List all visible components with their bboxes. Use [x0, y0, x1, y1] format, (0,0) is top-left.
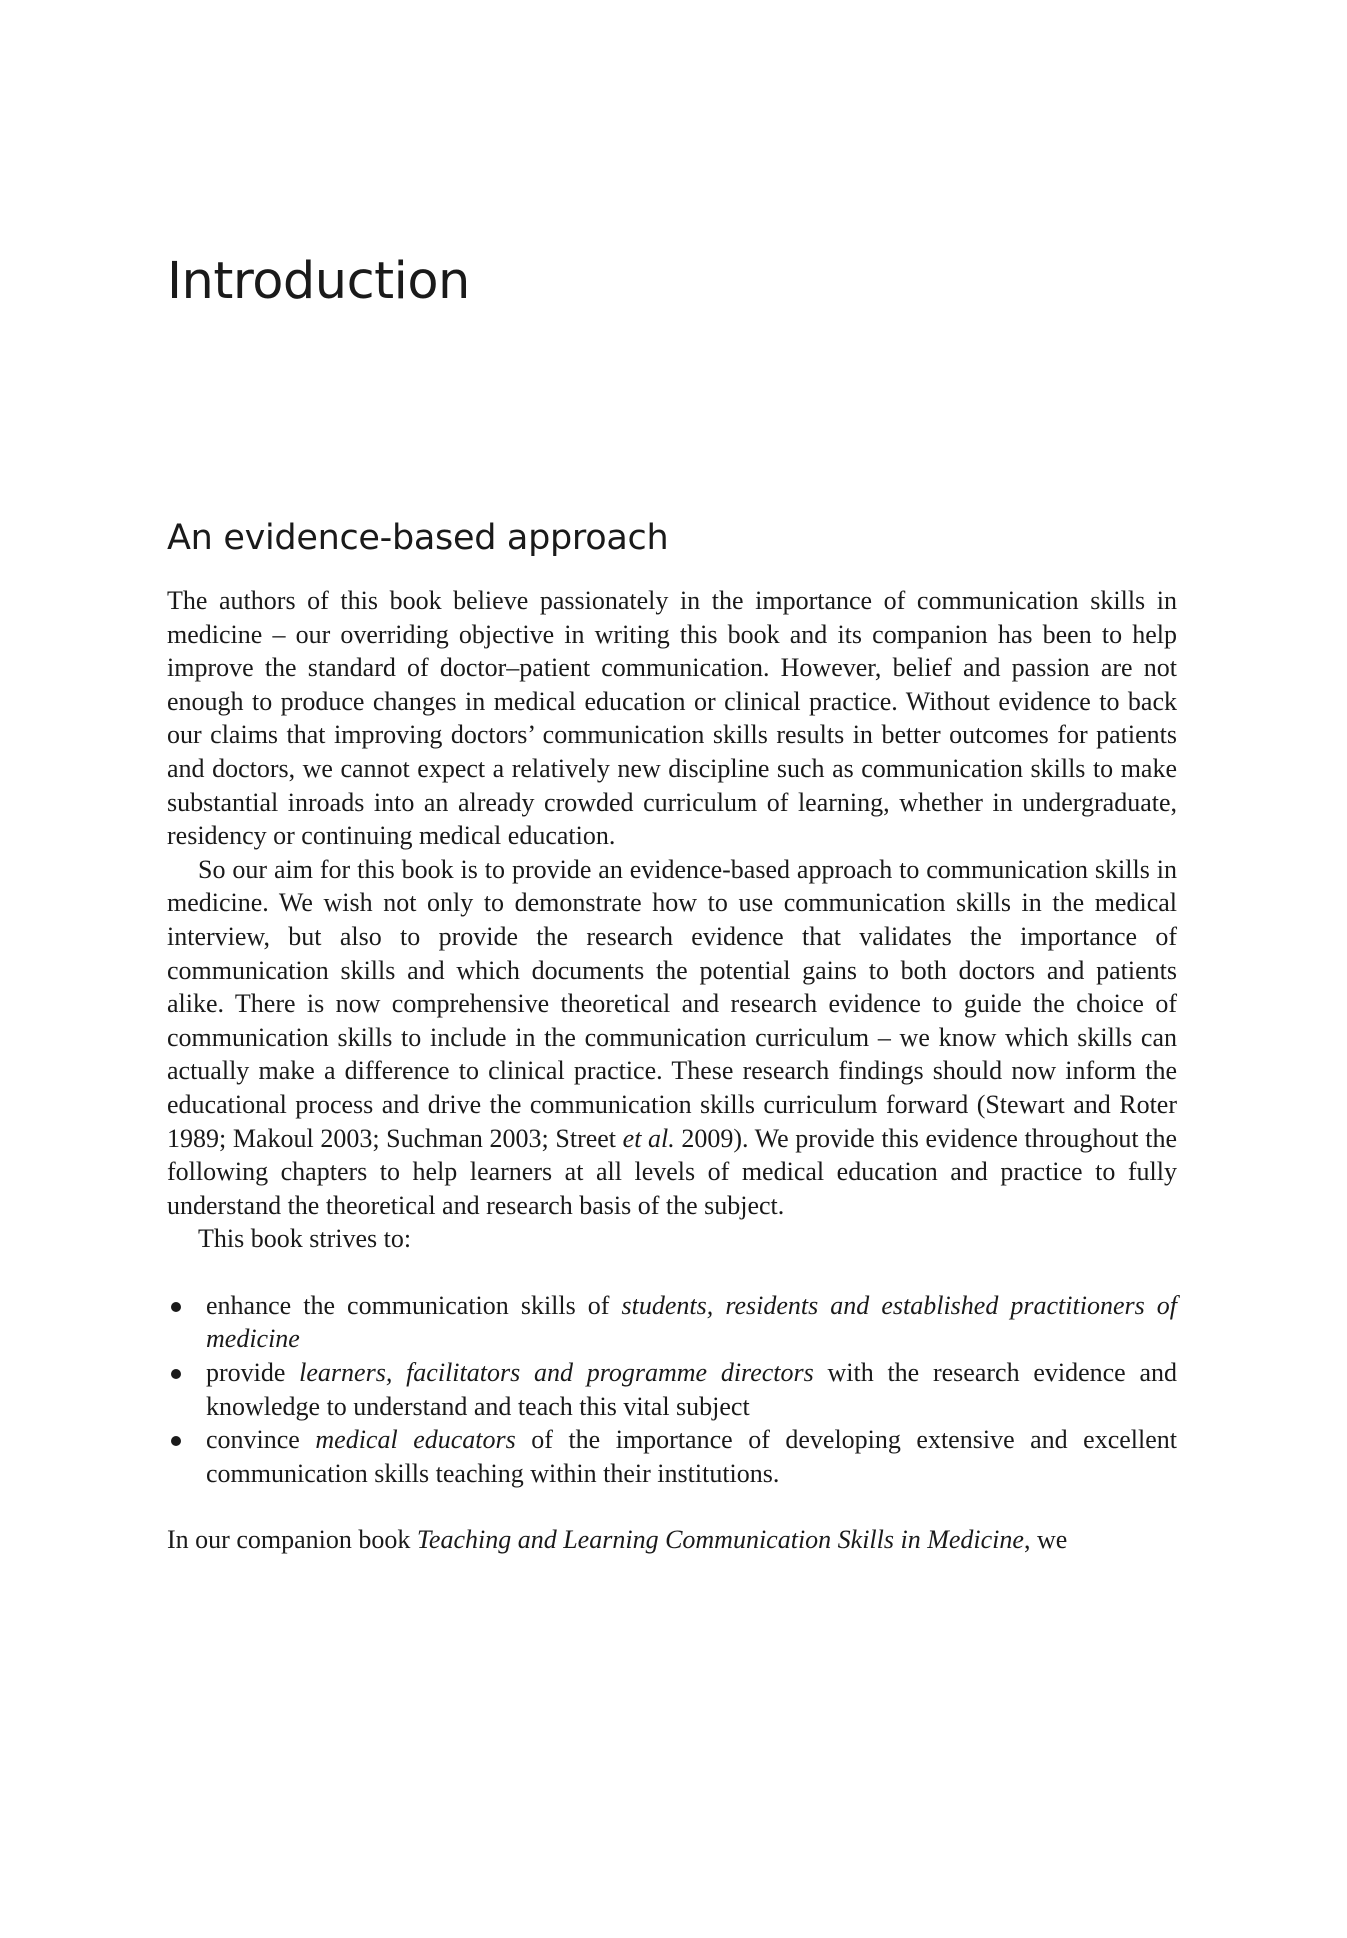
- bullet-icon: [171, 1302, 181, 1312]
- list-item-italic: learners, facilitators and programme directors: [299, 1358, 814, 1388]
- list-item-text-a: provide: [206, 1358, 300, 1388]
- paragraph-2: [167, 853, 1177, 1223]
- list-item: [167, 1423, 1177, 1490]
- list-item-text-a: convince: [206, 1425, 316, 1455]
- paragraph-2-text-b: 2009). We provide this evidence throughout the following chapters to help learners at all levels of medical education and practice to fully understand the theoretical and research basis of the subject.: [167, 1123, 1177, 1220]
- list-item-italic: medical educators: [315, 1425, 516, 1455]
- paragraph-4: [167, 1523, 1177, 1557]
- chapter-title: Introduction: [167, 252, 470, 311]
- paragraph-2-citation-italic: et al.: [622, 1123, 675, 1153]
- companion-book-title: Teaching and Learning Communication Skills in Medicine: [416, 1525, 1024, 1555]
- bullet-icon: [171, 1369, 181, 1379]
- list-item-italic: students, residents and established practitioners of medicine: [206, 1290, 1178, 1354]
- list-item: [167, 1289, 1177, 1356]
- aims-list: [167, 1289, 1177, 1491]
- paragraph-4-text-b: , we: [1023, 1525, 1068, 1555]
- list-item-text-b: with the research evidence and knowledge to understand and teach this vital subject: [206, 1358, 1177, 1421]
- bullet-icon: [171, 1436, 181, 1446]
- list-item-text-b: of the importance of developing extensive and excellent communication skills teaching within their institutions.: [206, 1425, 1178, 1488]
- paragraph-2-text-a: So our aim for this book is to provide an evidence-based approach to communication skills in medicine. We wish not only to demonstrate how to use communication skills in the medical interview, but also to provide the research evidence that validates the importance of communication skills and which documents the potential gains to both doctors and patients alike. There is now comprehensive theoretical and research evidence to guide the choice of communication skills to include in the communication curriculum – we know which skills can actually make a difference to clinical practice. These research findings should now inform the educational process and drive the communication skills curriculum forward (Stewart and Roter 1989; Makoul 2003; Suchman 2003; Street: [167, 854, 1177, 1153]
- section-heading: An evidence-based approach: [167, 518, 669, 558]
- list-item-text-a: enhance the communication skills of: [206, 1290, 622, 1320]
- list-item: [167, 1356, 1177, 1423]
- body-text: [167, 584, 1177, 1557]
- paragraph-4-text-a: In our companion book: [167, 1525, 417, 1555]
- paragraph-3: This book strives to:: [198, 1224, 412, 1254]
- paragraph-1: The authors of this book believe passionately in the importance of communication skills in medicine – our overriding objective in writing this book and its companion has been to help improve the standard of doctor–patient communication. However, belief and passion are not enough to produce changes in medical education or clinical practice. Without evidence to back our claims that improving doctors’ communication skills results in better outcomes for patients and doctors, we cannot expect a relatively new discipline such as communication skills to make substantial inroads into an already crowded curriculum of learning, whether in undergraduate, residency or continuing medical education.: [167, 586, 1177, 851]
